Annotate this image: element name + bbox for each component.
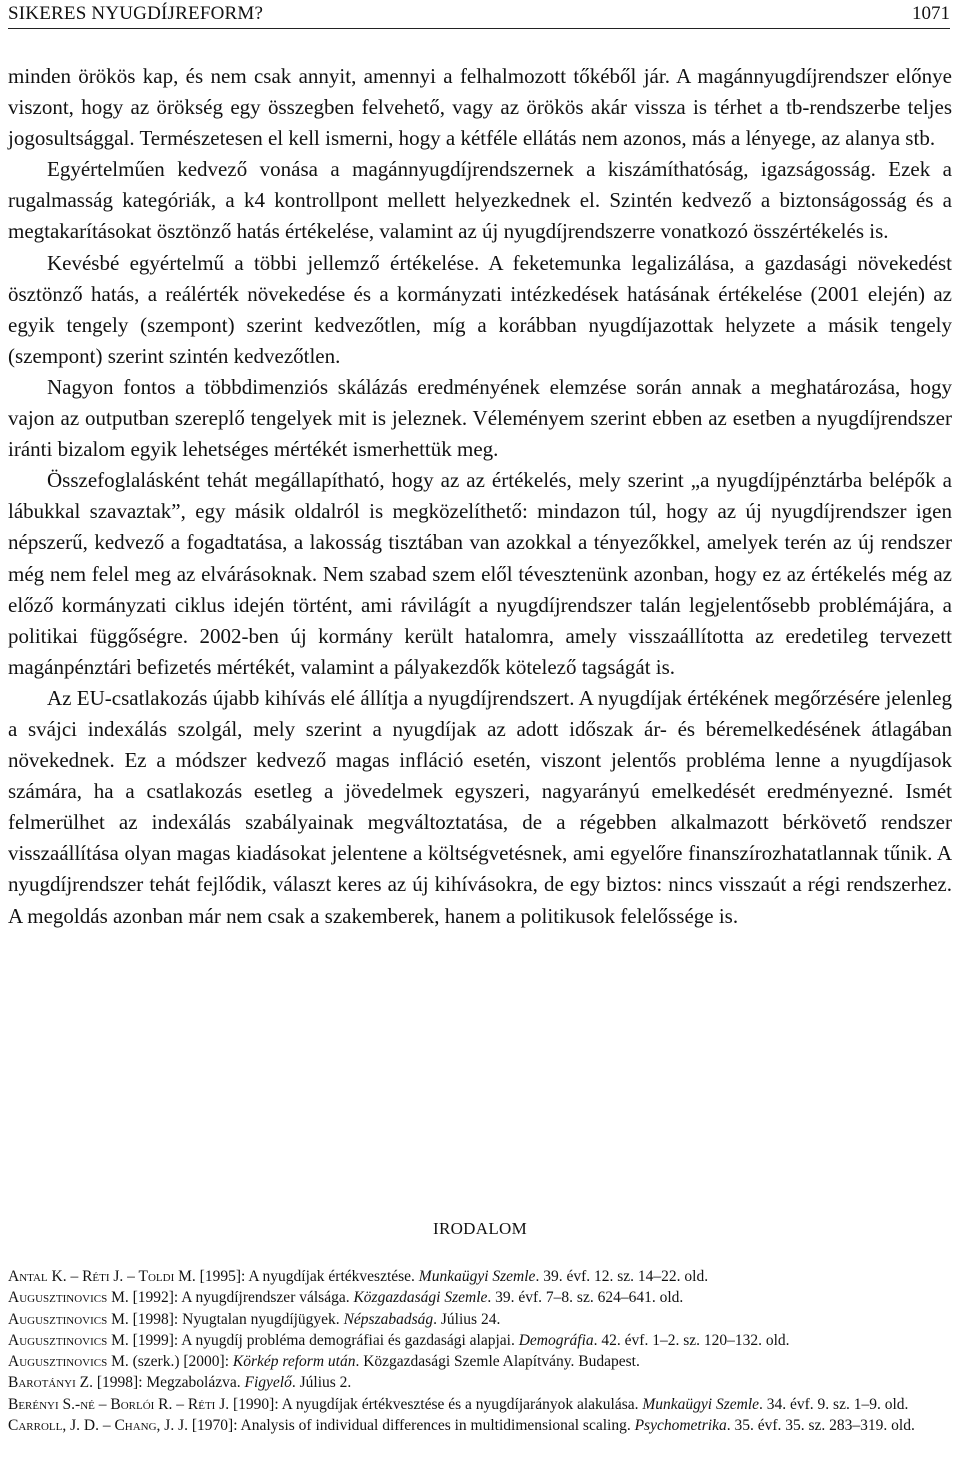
paragraph: Összefoglalásként tehát megállapítható, hogy az az értékelés, mely szerint „a nyugdíjpénztárba belépők a lábukkal szavaztak”, egy másik oldalról is megközelíthető: mindazon túl, hogy az új nyugdíjrendszer igen népszerű, kedvező a fogadtatása, a lakosság tisztában van azokkal a tényezőkkel, amelyek terén az új rendszer még nem felel meg az elvárásoknak. Nem szabad szem elől tévesztenünk azonban, hogy ez az értékelés még az előző kormányzati ciklus idején történt, ami rávilágít a nyugdíjrendszer talán legjelentősebb problémájára, a politikai függőségre. 2002-ben új kormány került hatalomra, amely visszaállította az eredetileg tervezett magánpénztári befizetés mértékét, valamint a pályakezdők kötelező tagságát is. (8, 468, 952, 679)
reference-authors: Augusztinovics M. (8, 1310, 129, 1328)
reference-year: [1998]: (132, 1310, 179, 1328)
reference-year: [1995]: (199, 1268, 246, 1285)
reference-year: [1992]: (132, 1289, 179, 1307)
paragraph: Egyértelműen kedvező vonása a magánnyugdíjrendszernek a kiszámíthatóság, igazságosság. Ezek a rugalmasság kategóriák, a k4 kontrollpont mellett helyezkednek el. Szintén kedvező a biztonságosság és a megtakarításokat ösztönző hatás értékelése, valamint az új nyugdíjrendszerre vonatkozó összértékelés is. (8, 157, 952, 244)
reference-title: Megzabolázva. (146, 1374, 241, 1392)
reference-details: . Július 24. (433, 1310, 501, 1328)
reference-authors: Antal K. – Réti J. – Toldi M. (8, 1268, 196, 1285)
reference-source: Psychometrika (634, 1417, 727, 1435)
paragraph: Az EU-csatlakozás újabb kihívás elé állítja a nyugdíjrendszert. A nyugdíjak értékének megőrzésére jelenleg a svájci indexálás szolgál, mely szerint a nyugdíjak az adott időszak ár- és béremelkedésének átlagában növekednek. Ez a módszer kedvező magas infláció esetén, viszont jelentős probléma lenne a nyugdíjasok számára, ha a csatlakozás esetleg a jövedelmek egyszeri, nagyarányú emelkedését eredményezné. Ismét felmerülhet az indexálás szabályainak megváltoztatása, de a régebben alkalmazott bérkövető rendszer visszaállítása olyan magas kiadásokat jelentene a költségvetésnek, ami egyelőre finanszírozhatatlannak tűnik. A nyugdíjrendszer tehát fejlődik, választ keres az új kihívásokra, de egy biztos: nincs visszaút a régi rendszerhez. A megoldás azonban már nem csak a szakemberek, hanem a politikusok felelőssége is. (8, 685, 952, 928)
reference-source: Munkaügyi Szemle (418, 1268, 536, 1285)
reference-source: Munkaügyi Szemle (642, 1395, 760, 1413)
reference-title: A nyugdíj probléma demográfiai és gazdasági alapjai. (181, 1331, 515, 1349)
reference-details: . Július 2. (291, 1374, 352, 1392)
reference-source: Körkép reform után (232, 1353, 356, 1371)
reference-title: A nyugdíjrendszer válsága. (181, 1289, 350, 1307)
journal-running-title: SIKERES NYUGDÍJREFORM? (8, 3, 264, 24)
reference-title: A nyugdíjak értékvesztése és a nyugdíjarányok alakulása. (281, 1395, 639, 1413)
reference-authors: Augusztinovics M. (8, 1353, 129, 1371)
reference-year: [1990]: (233, 1395, 279, 1413)
reference-item (8, 1372, 952, 1393)
running-header (8, 2, 950, 29)
reference-year: [1970]: (191, 1417, 238, 1435)
reference-item (8, 1287, 952, 1308)
reference-source: Figyelő (244, 1374, 292, 1392)
reference-year: [1999]: (132, 1331, 179, 1349)
reference-details: . 39. évf. 7–8. sz. 624–641. old. (487, 1289, 684, 1307)
references-heading: IRODALOM (432, 1219, 527, 1238)
reference-item (8, 1266, 952, 1287)
reference-item (8, 1394, 952, 1415)
reference-details: . 42. évf. 1–2. sz. 120–132. old. (593, 1331, 790, 1349)
reference-details: . 35. évf. 35. sz. 283–319. old. (726, 1417, 915, 1435)
paragraph: minden örökös kap, és nem csak annyit, amennyi a felhalmozott tőkéből jár. A magánnyugdíjrendszer előnye viszont, hogy az örökség egy összegben felvehető, vagy az örökös akár vissza is térhet a tb-rendszerbe teljes jogosultsággal. Természetesen el kell ismerni, hogy a kétféle ellátás nem azonos, más a lényege, az alanya stb. (8, 64, 952, 151)
reference-details: . Közgazdasági Szemle Alapítvány. Budapest. (355, 1353, 640, 1371)
paragraph: Nagyon fontos a többdimenziós skálázás eredményének elemzése során annak a meghatározása, hogy vajon az outputban szereplő tengelyek mit is jeleznek. Véleményem szerint ebben az esetben a nyugdíjrendszer iránti bizalom egyik lehetséges mértékét ismerhettük meg. (8, 374, 952, 462)
article-body (8, 61, 952, 932)
reference-source: Közgazdasági Szemle (353, 1289, 488, 1307)
reference-item (8, 1309, 952, 1330)
reference-details: . 39. évf. 12. sz. 14–22. old. (535, 1268, 709, 1285)
reference-source: Népszabadság (343, 1310, 434, 1328)
reference-year: [1998]: (96, 1374, 143, 1392)
reference-authors: Augusztinovics M. (8, 1331, 129, 1349)
paragraph: Kevésbé egyértelmű a többi jellemző értékelése. A feketemunka legalizálása, a gazdasági növekedést ösztönző hatás, a reálérték növekedése és a kormányzati intézkedések hatásának értékelése (2001 elején) az egyik tengely (szempont) szerint kedvezőtlen, míg a korábban nyugdíjazottak helyzete a másik tengely (szempont) szerint szintén kedvezőtlen. (8, 250, 952, 368)
reference-item (8, 1330, 952, 1351)
reference-authors: Carroll, J. D. – Chang, J. J. (8, 1417, 188, 1435)
reference-details: . 34. évf. 9. sz. 1–9. old. (759, 1395, 909, 1413)
reference-title: A nyugdíjak értékvesztése. (248, 1268, 415, 1285)
reference-title: Nyugtalan nyugdíjügyek. (182, 1310, 340, 1328)
reference-authors: Barotányi Z. (8, 1374, 93, 1392)
reference-title: Analysis of individual differences in multidimensional scaling. (240, 1417, 631, 1435)
page-number: 1071 (912, 3, 950, 24)
reference-year: (szerk.) [2000]: (132, 1353, 230, 1371)
reference-authors: Berényi S.-né – Borlói R. – Réti J. (8, 1395, 230, 1413)
references-list (8, 1266, 952, 1436)
reference-item (8, 1415, 952, 1436)
reference-item (8, 1351, 952, 1372)
reference-source: Demográfia (518, 1331, 594, 1349)
reference-authors: Augusztinovics M. (8, 1289, 129, 1307)
